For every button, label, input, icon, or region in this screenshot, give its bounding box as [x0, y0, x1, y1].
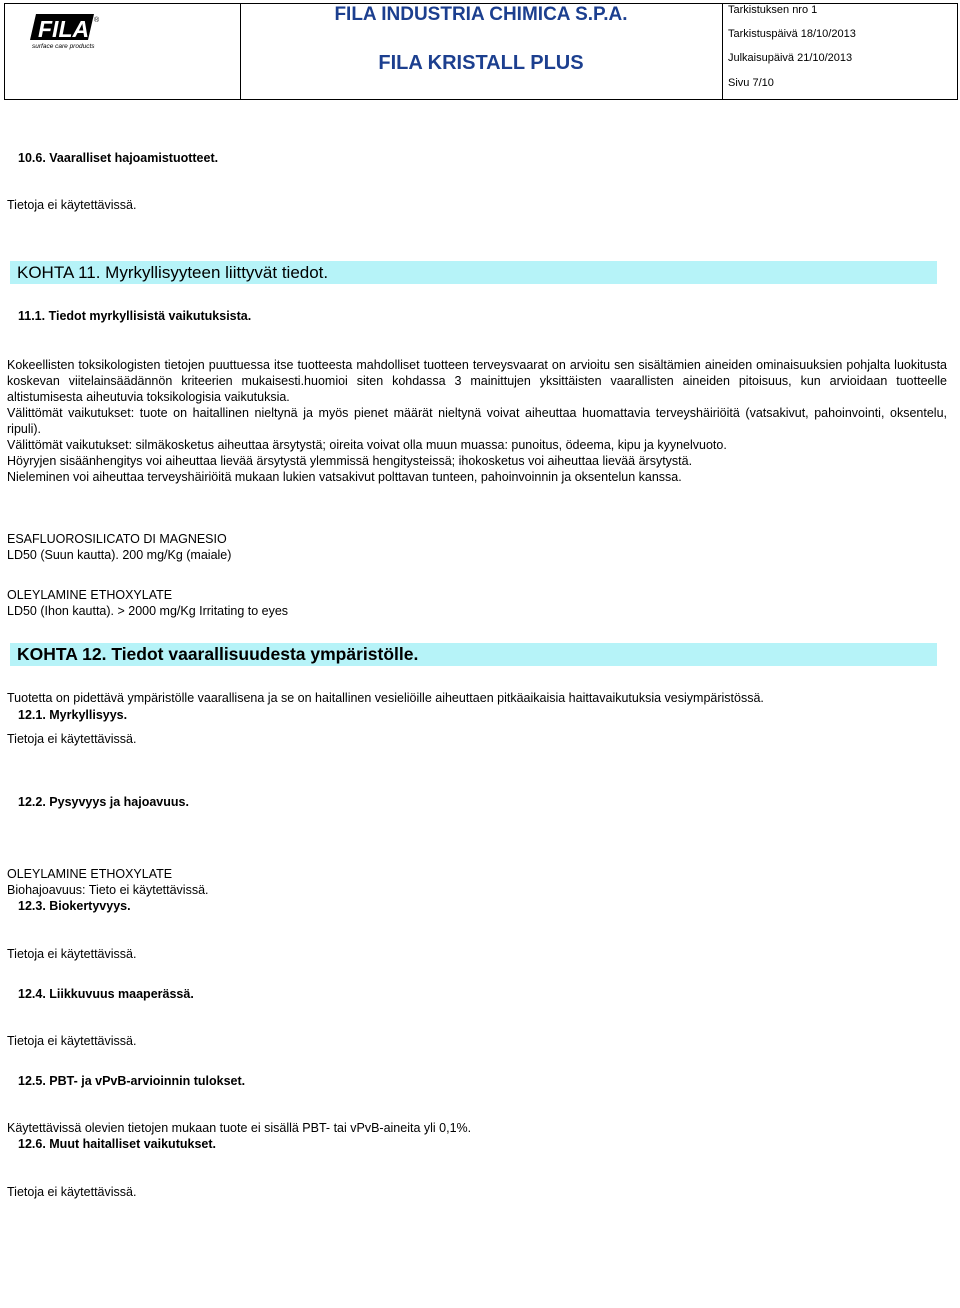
substance-2-name: OLEYLAMINE ETHOXYLATE [7, 588, 173, 602]
publish-date: Julkaisupäivä 21/10/2013 [728, 52, 853, 64]
section-12-2-text: Biohajoavuus: Tieto ei käytettävissä. [7, 883, 209, 897]
substance-2-value: LD50 (Ihon kautta). > 2000 mg/Kg Irritating to eyes [7, 604, 289, 618]
section-12-5-title: 12.5. PBT- ja vPvB-arvioinnin tulokset. [18, 1074, 246, 1088]
section-11-band: KOHTA 11. Myrkyllisyyteen liittyvät tiedot. [10, 261, 937, 284]
section-12-5-text: Käytettävissä olevien tietojen mukaan tuote ei sisällä PBT- tai vPvB-aineita yli 0,1%. [7, 1121, 472, 1135]
section-12-3-title: 12.3. Biokertyvyys. [18, 899, 131, 913]
fila-logo [30, 12, 100, 59]
section-12-2-title: 12.2. Pysyvyys ja hajoavuus. [18, 795, 189, 809]
section-11-para-2: Välittömät vaikutukset: tuote on haitallinen nieltynä ja myös pienet määrät nieltynä voivat aiheuttaa huomattavia terveyshäiriöitä (vatsakivut, pahoinvointi, oksentelu, ripuli). [7, 406, 947, 436]
section-12-intro: Tuotetta on pidettävä ympäristölle vaarallisena ja se on haitallinen vesieliöille aiheuttaen pitkäaikaisia haittavaikutuksia vesiympäristössä. [7, 691, 764, 705]
section-11-para-1: Kokeellisten toksikologisten tietojen puuttuessa itse tuotteesta mahdolliset tuotteen terveysvaarat on arvioitu sen sisältämien aineiden ominaisuuksien pohjalta luokitusta koskevan viitelainsäädännön kriteerien mukaisesti.huomioi siten kohdassa 3 mainittujen yksittäisten vaarallisten aineiden pitoisuus, kun arvioidaan tuotteelle altistumisesta aiheutuvia toksikologisia vaikutuksia. [7, 358, 947, 404]
section-11-line-3: Välittömät vaikutukset: silmäkosketus aiheuttaa ärsytystä; oireita voivat olla muun muassa: punoitus, ödeema, kipu ja kyynelvuoto. [7, 438, 727, 452]
section-12-1-title: 12.1. Myrkyllisyys. [18, 708, 128, 722]
header-divider [722, 3, 723, 100]
fila-logo-icon [30, 12, 100, 54]
company-name: FILA INDUSTRIA CHIMICA S.P.A. [334, 4, 628, 25]
section-10-6-title: 10.6. Vaaralliset hajoamistuotteet. [18, 151, 219, 165]
page-number: Sivu 7/10 [728, 77, 774, 89]
section-12-4-title: 12.4. Liikkuvuus maaperässä. [18, 987, 194, 1001]
logo-text: FILA [38, 16, 90, 42]
section-12-3-text: Tietoja ei käytettävissä. [7, 947, 137, 961]
section-12-6-title: 12.6. Muut haitalliset vaikutukset. [18, 1137, 216, 1151]
substance-1-value: LD50 (Suun kautta). 200 mg/Kg (maiale) [7, 548, 232, 562]
logo-tagline: surface care products [32, 43, 95, 50]
section-11-line-4: Höyryjen sisäänhengitys voi aiheuttaa lievää ärsytystä ylemmissä hengitysteissä; ihokosketus voi aiheuttaa lievää ärsytystä. [7, 454, 693, 468]
svg-text:®: ® [94, 17, 100, 24]
section-12-4-text: Tietoja ei käytettävissä. [7, 1034, 137, 1048]
revision-date: Tarkistuspäivä 18/10/2013 [728, 28, 856, 40]
section-12-1-text: Tietoja ei käytettävissä. [7, 732, 137, 746]
section-11-line-5: Nieleminen voi aiheuttaa terveyshäiriöitä mukaan lukien vatsakivut polttavan tunteen, pahoinvoinnin ja oksentelun kanssa. [7, 470, 682, 484]
section-12-2-substance: OLEYLAMINE ETHOXYLATE [7, 867, 173, 881]
product-name: FILA KRISTALL PLUS [378, 52, 584, 74]
section-12-band: KOHTA 12. Tiedot vaarallisuudesta ympäristölle. [10, 643, 937, 666]
substance-1-name: ESAFLUOROSILICATO DI MAGNESIO [7, 532, 227, 546]
section-10-6-text: Tietoja ei käytettävissä. [7, 198, 137, 212]
revision-number: Tarkistuksen nro 1 [728, 4, 818, 16]
section-11-1-title: 11.1. Tiedot myrkyllisistä vaikutuksista. [18, 309, 252, 323]
section-12-6-text: Tietoja ei käytettävissä. [7, 1185, 137, 1199]
